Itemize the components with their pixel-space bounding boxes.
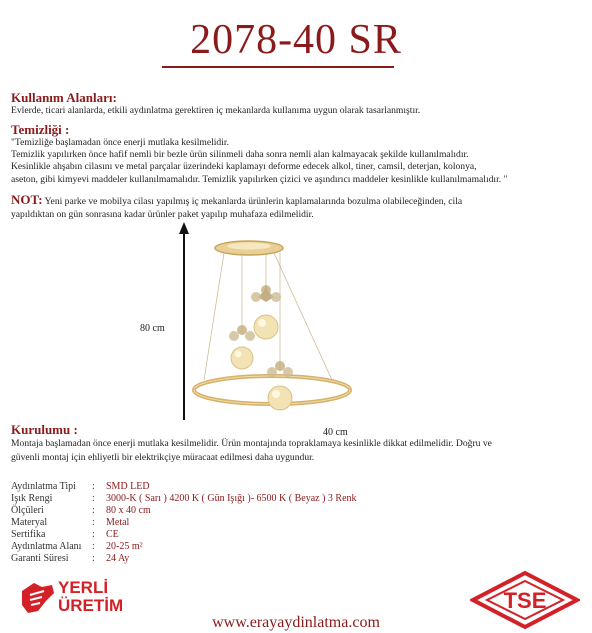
spec-key: Aydınlatma Tipi bbox=[11, 481, 76, 492]
cleaning-heading: Temizliği : bbox=[11, 122, 70, 137]
note-line-2: yapıldıktan on gün sonrasına kadar ürünler paket yapılıp muhafaza edilmelidir. bbox=[11, 209, 314, 220]
cleaning-line: Kesinlikle ahşabın cilasını ve metal parçalar üzerindeki kaplamayı deforme edecek alkol, tiner, camsil, deterjan, kolonya, bbox=[11, 161, 477, 173]
crystal-globe-3 bbox=[267, 361, 293, 410]
spec-sep: : bbox=[92, 529, 95, 540]
spec-value: 80 x 40 cm bbox=[106, 505, 151, 516]
installation-line-2: güvenli montaj için ehliyetli bir elektrikçiye müracaat edilmesi daha uygundur. bbox=[11, 452, 315, 463]
product-title: 2078-40 SR bbox=[190, 17, 402, 63]
height-label: 80 cm bbox=[140, 323, 165, 334]
spec-value: Metal bbox=[106, 517, 130, 528]
product-diagram bbox=[176, 220, 376, 420]
tse-text: TSE bbox=[503, 588, 547, 613]
cleaning-text bbox=[11, 137, 583, 186]
spec-sep: : bbox=[92, 541, 95, 552]
spec-sep: : bbox=[92, 517, 95, 528]
cleaning-line: "Temizliğe başlamadan önce enerji mutlaka kesilmelidir. bbox=[11, 137, 229, 148]
spec-value: 3000-K ( Sarı ) 4200 K ( Gün Işığı )- 6500 K ( Beyaz ) 3 Renk bbox=[106, 493, 357, 504]
note-line-1: Yeni parke ve mobilya cilası yapılmış iç mekanlarda ürünlerin kaplamalarında bozulma olabileceğinden, cila bbox=[44, 196, 463, 207]
spec-key: Materyal bbox=[11, 517, 48, 528]
spec-value: CE bbox=[106, 529, 119, 540]
spec-sep: : bbox=[92, 481, 95, 492]
badge-line-1: YERLİ bbox=[58, 578, 109, 597]
cleaning-line: aseton, gibi kimyevi maddeler kullanılmamalıdır. Temizlik yapılırken çizici ve aşındırıcı maddeler kesinlikle kullanılmamalıdır. " bbox=[11, 173, 508, 185]
title-underline bbox=[162, 66, 394, 68]
spec-value: SMD LED bbox=[106, 481, 150, 492]
spec-value: 24 Ay bbox=[106, 553, 130, 564]
spec-list bbox=[0, 480, 592, 575]
spec-sep: : bbox=[92, 505, 95, 516]
note-heading: NOT: bbox=[11, 192, 43, 207]
note-block bbox=[11, 194, 583, 208]
website-link[interactable]: www.erayaydinlatma.com bbox=[212, 614, 380, 631]
width-label: 40 cm bbox=[323, 427, 348, 438]
canopy-highlight bbox=[227, 243, 271, 250]
spec-key: Garanti Süresi bbox=[11, 553, 69, 564]
spec-row bbox=[0, 552, 592, 565]
spec-key: Sertifika bbox=[11, 529, 46, 540]
spec-sep: : bbox=[92, 553, 95, 564]
installation-heading: Kurulumu : bbox=[11, 422, 78, 437]
crystal-globe-1 bbox=[251, 285, 281, 339]
installation-line-1: Montaja başlamadan önce enerji mutlaka kesilmelidir. Ürün montajında topraklamaya kesinlikle dikkat edilmelidir. Doğru ve bbox=[11, 438, 492, 449]
usage-heading: Kullanım Alanları: bbox=[11, 90, 117, 105]
usage-text: Evlerde, ticari alanlarda, etkili aydınlatma gerektiren iç mekanlarda kullanıma uygun olarak tasarlanmıştır. bbox=[11, 105, 421, 116]
spec-value: 20-25 m² bbox=[106, 541, 143, 552]
wire bbox=[204, 253, 224, 380]
crystal-globe-2 bbox=[229, 325, 255, 369]
badge-line-2: ÜRETİM bbox=[58, 596, 124, 615]
spec-key: Aydınlatma Alanı bbox=[11, 541, 82, 552]
spec-sep: : bbox=[92, 493, 95, 504]
wire bbox=[274, 253, 332, 380]
spec-key: Ölçüleri bbox=[11, 505, 44, 516]
spec-key: Işık Rengi bbox=[11, 493, 53, 504]
height-arrow-head bbox=[179, 222, 189, 234]
cleaning-line: Temizlik yapılırken önce hafif nemli bir bezle ürün silinmeli daha sonra nemli alan kalmayacak şekilde kullanılmalıdır. bbox=[11, 149, 469, 161]
hand-icon bbox=[20, 581, 56, 615]
